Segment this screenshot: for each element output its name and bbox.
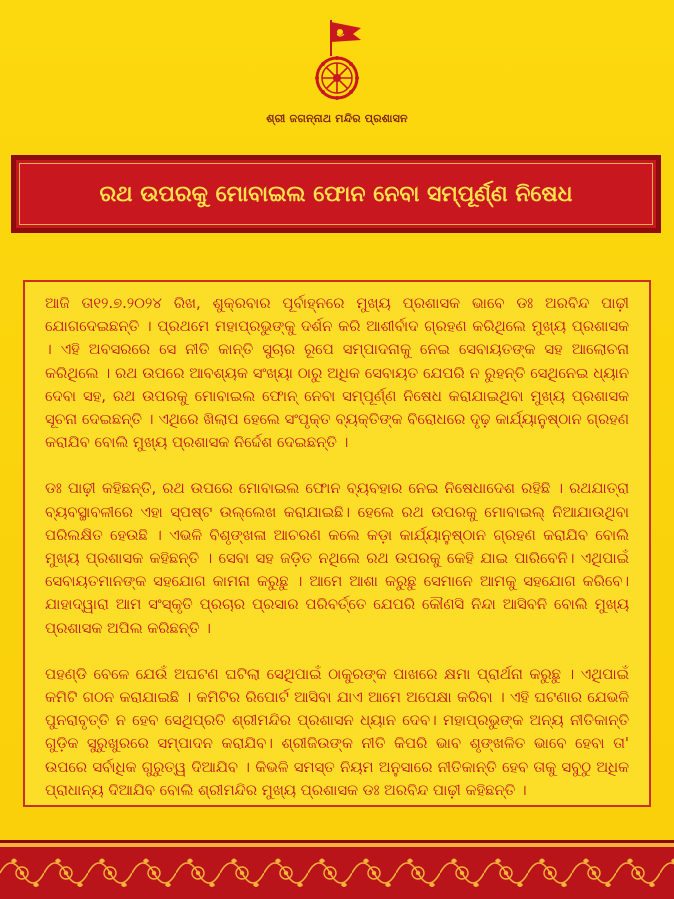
paragraph-2: ଡଃ ପାଢ଼ୀ କହିଛନ୍ତି, ରଥ ଉପରେ ମୋବାଇଲ ଫୋନ ବ୍ୟବହାର ନେଇ ନିଷେଧାଦେଶ ରହିଛି । ରଥଯାତ୍ରା ବ୍ୟବସ୍ଥାବଳୀରେ ଏହା ସ୍ପଷ୍ଟ ଉଲ୍ଲେଖ କରାଯାଇଛି। ହେଲେ ରଥ ଉପରକୁ ମୋବାଇଲ୍ ନିଆଯାଉଥିବା ପରିଲକ୍ଷିତ ହେଉଛି । ଏଭଳି ବିଶୃଙ୍ଖଳା ଆଚରଣ କଲେ କଡ଼ା କାର୍ଯ୍ୟାନୁଷ୍ଠାନ ଗ୍ରହଣ କରାଯିବ ବୋଲି ମୁଖ୍ୟ ପ୍ରଶାସକ କହିଛନ୍ତି । ସେବା ସହ ଜଡ଼ିତ ନଥିଲେ ରଥ ଉପରକୁ କେହି ଯାଇ ପାରିବେନି। ଏଥିପାଇଁ ସେବାୟତମାନଙ୍କ ସହଯୋଗ କାମନା କରୁଛୁ । ଆମେ ଆଶା କରୁଛୁ ସେମାନେ ଆମକୁ ସହଯୋଗ କରିବେ। ଯାହାଦ୍ୱାରା ଆମ ସଂସ୍କୃତି ପ୍ରଚାର ପ୍ରସାର ପରିବର୍ତ୍ତେ ଯେପରି କୌଣସି ନିନ୍ଦା ଆସିବନି ବୋଲି ମୁଖ୍ୟ ପ୍ରଶାସକ ଅପିଲ କରିଛନ୍ତି । xyxy=(45,480,629,637)
floral-border-strip xyxy=(0,840,674,899)
floral-border-pattern-icon xyxy=(0,843,674,896)
notice-title: ରଥ ଉପରକୁ ମୋବାଇଲ ଫୋନ ନେବା ସମ୍ପୂର୍ଣ୍ଣ ନିଷେଧ xyxy=(99,181,573,207)
title-banner xyxy=(11,155,661,233)
flag-and-chakra-icon xyxy=(307,14,367,106)
paragraph-3: ପହଣ୍ଡି ବେଳେ ଯେଉଁ ଅଘଟଣ ଘଟିଲା ସେଥିପାଇଁ ଠାକୁରଙ୍କ ପାଖରେ କ୍ଷମା ପ୍ରାର୍ଥନା କରୁଛୁ । ଏଥିପାଇଁ କମିଟି ଗଠନ କରାଯାଇଛି । କମିଟିର ରିପୋର୍ଟ ଆସିବା ଯାଏ ଆମେ ଅପେକ୍ଷା କରିବା । ଏହି ଘଟଣାର ଯେଭଳି ପୁନରାବୃତ୍ତି ନ ହେବ ସେଥିପ୍ରତି ଶ୍ରୀମନ୍ଦିର ପ୍ରଶାସନ ଧ୍ୟାନ ଦେବ। ମହାପ୍ରଭୁଙ୍କ ଅନ୍ୟ ନୀତିକାନ୍ତି ଗୁଡ଼ିକ ସୁରୁଖୁରରେ ସମ୍ପାଦନ କରାଯିବ। ଶ୍ରୀଜିଉଙ୍କ ନୀତି କିପରି ଭାବ ଶୃଙ୍ଖଳିତ ଭାବେ ହେବା ତା' ଉପରେ ସର୍ବାଧିକ ଗୁରୁତ୍ୱ ଦିଆଯିବ । କିଭଳି ସମସ୍ତ ନିୟମ ଅନୁସାରେ ନୀତିକାନ୍ତି ହେବ ତାକୁ ସବୁଠୁ ଅଧିକ ପ୍ରାଧାନ୍ୟ ଦିଆଯିବ ବୋଲି ଶ୍ରୀମନ୍ଦିର ମୁଖ୍ୟ ପ୍ରଶାସକ ଡଃ ଅରବିନ୍ଦ ପାଢ଼ୀ କହିଛନ୍ତି । xyxy=(45,665,629,799)
paragraph-1: ଆଜି ତା୧୨.୭.୨୦୨୪ ରିଖ, ଶୁକ୍ରବାର ପୂର୍ବାହ୍ନରେ ମୁଖ୍ୟ ପ୍ରଶାସକ ଭାବେ ଡଃ ଅରବିନ୍ଦ ପାଢ଼ୀ ଯୋଗଦେଇଛନ୍ତି । ପ୍ରଥମେ ମହାପ୍ରଭୁଙ୍କୁ ଦର୍ଶନ କରି ଆଶୀର୍ବାଦ ଗ୍ରହଣ କରିଥିଲେ ମୁଖ୍ୟ ପ୍ରଶାସକ । ଏହି ଅବସରରେ ସେ ନୀତି କାନ୍ତି ସୁଚାର ରୂପେ ସମ୍ପାଦନାକୁ ନେଇ ସେବାୟତଙ୍କ ସହ ଆଲୋଚନା କରିଥିଲେ । ରଥ ଉପରେ ଆବଶ୍ୟକ ସଂଖ୍ୟା ଠାରୁ ଅଧିକ ସେବାୟତ ଯେପରି ନ ରୁହନ୍ତି ସେଥିନେଇ ଧ୍ୟାନ ଦେବା ସହ, ରଥ ଉପରକୁ ମୋବାଇଲ ଫୋନ୍ ନେବା ସମ୍ପୂର୍ଣ୍ଣ ନିଷେଧ କରାଯାଇଥିବା ମୁଖ୍ୟ ପ୍ରଶାସକ ସୂଚନା ଦେଇଛନ୍ତି । ଏଥିରେ ଖିଲାପ ହେଲେ ସଂପୃକ୍ତ ବ୍ୟକ୍ତିଙ୍କ ବିରୋଧରେ ଦୃଢ଼ କାର୍ଯ୍ୟାନୁଷ୍ଠାନ ଗ୍ରହଣ କରାଯିବ ବୋଲି ମୁଖ୍ୟ ପ୍ରଶାସକ ନିର୍ଦ୍ଦେଶ ଦେଇଛନ୍ତି । xyxy=(45,295,629,452)
header-logo xyxy=(0,14,674,126)
notice-body xyxy=(23,280,651,807)
org-name: ଶ୍ରୀ ଜଗନ୍ନାଥ ମନ୍ଦିର ପ୍ରଶାସନ xyxy=(266,112,408,125)
